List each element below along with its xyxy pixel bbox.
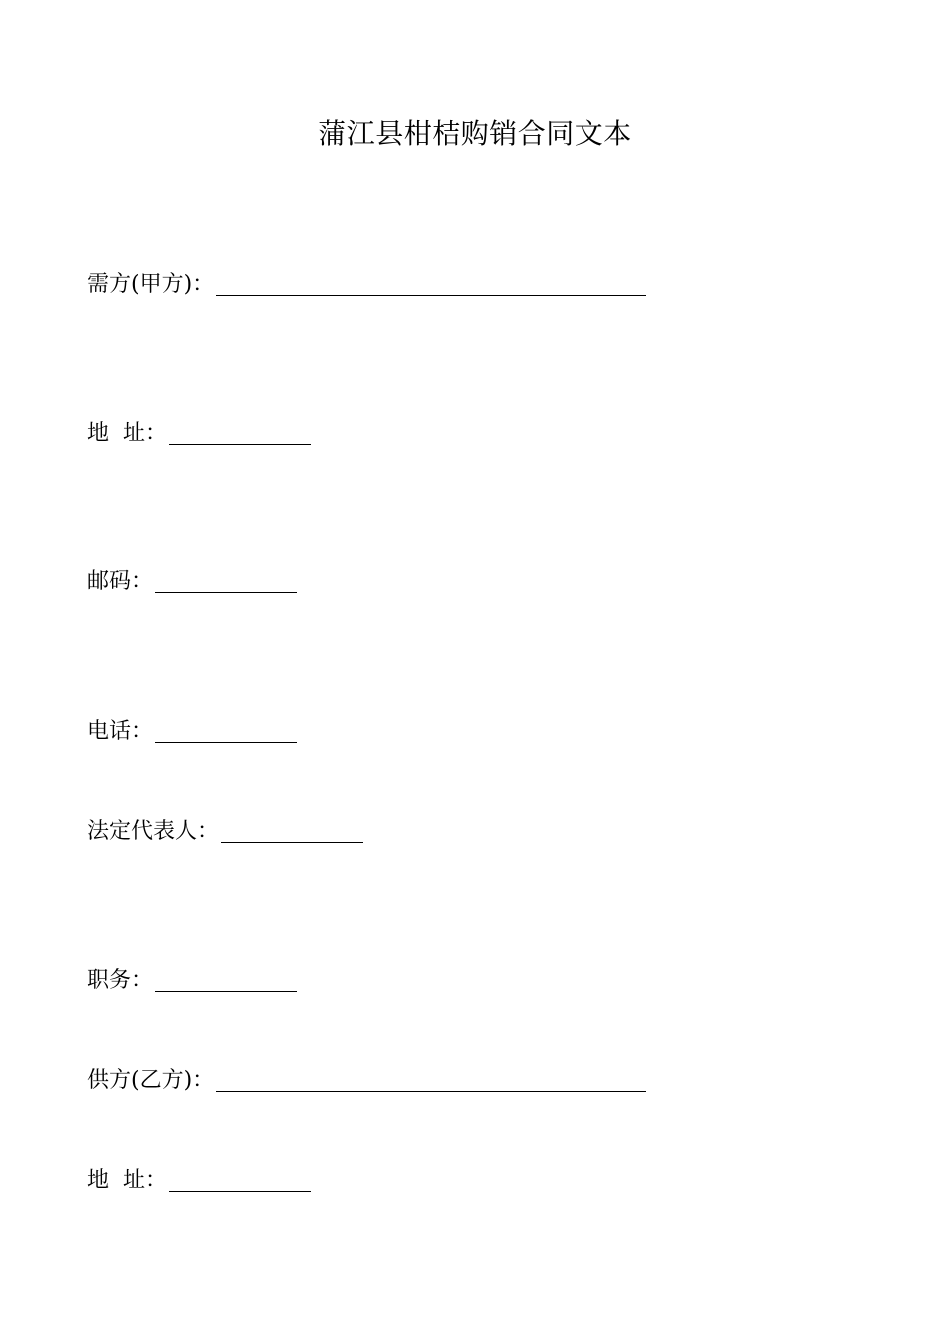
field-buyer-postcode (87, 566, 297, 598)
fill-in-blank[interactable] (155, 568, 297, 593)
fill-in-blank[interactable] (169, 1167, 311, 1192)
fill-in-blank[interactable] (169, 420, 311, 445)
field-supplier-party (87, 1065, 646, 1097)
document-title: 蒲江县柑桔购销合同文本 (318, 117, 632, 150)
field-buyer-address (87, 418, 311, 450)
fill-in-blank[interactable] (216, 1067, 646, 1092)
fill-in-blank[interactable] (155, 967, 297, 992)
field-label: 电话： (87, 719, 154, 744)
field-legal-representative (87, 816, 363, 848)
field-position (87, 965, 297, 997)
field-label: 职务： (87, 968, 154, 993)
field-supplier-address (87, 1165, 311, 1197)
field-label: 地 址： (87, 1168, 167, 1193)
field-label: 邮码： (87, 569, 154, 594)
field-label: 法定代表人： (87, 819, 220, 844)
fill-in-blank[interactable] (155, 718, 297, 743)
field-label: 地 址： (87, 421, 167, 446)
fill-in-blank[interactable] (216, 271, 646, 296)
field-label: 供方(乙方)： (87, 1068, 215, 1093)
field-label: 需方(甲方)： (87, 272, 215, 297)
field-buyer-phone (87, 716, 297, 748)
field-buyer-party (87, 269, 646, 301)
fill-in-blank[interactable] (221, 818, 363, 843)
